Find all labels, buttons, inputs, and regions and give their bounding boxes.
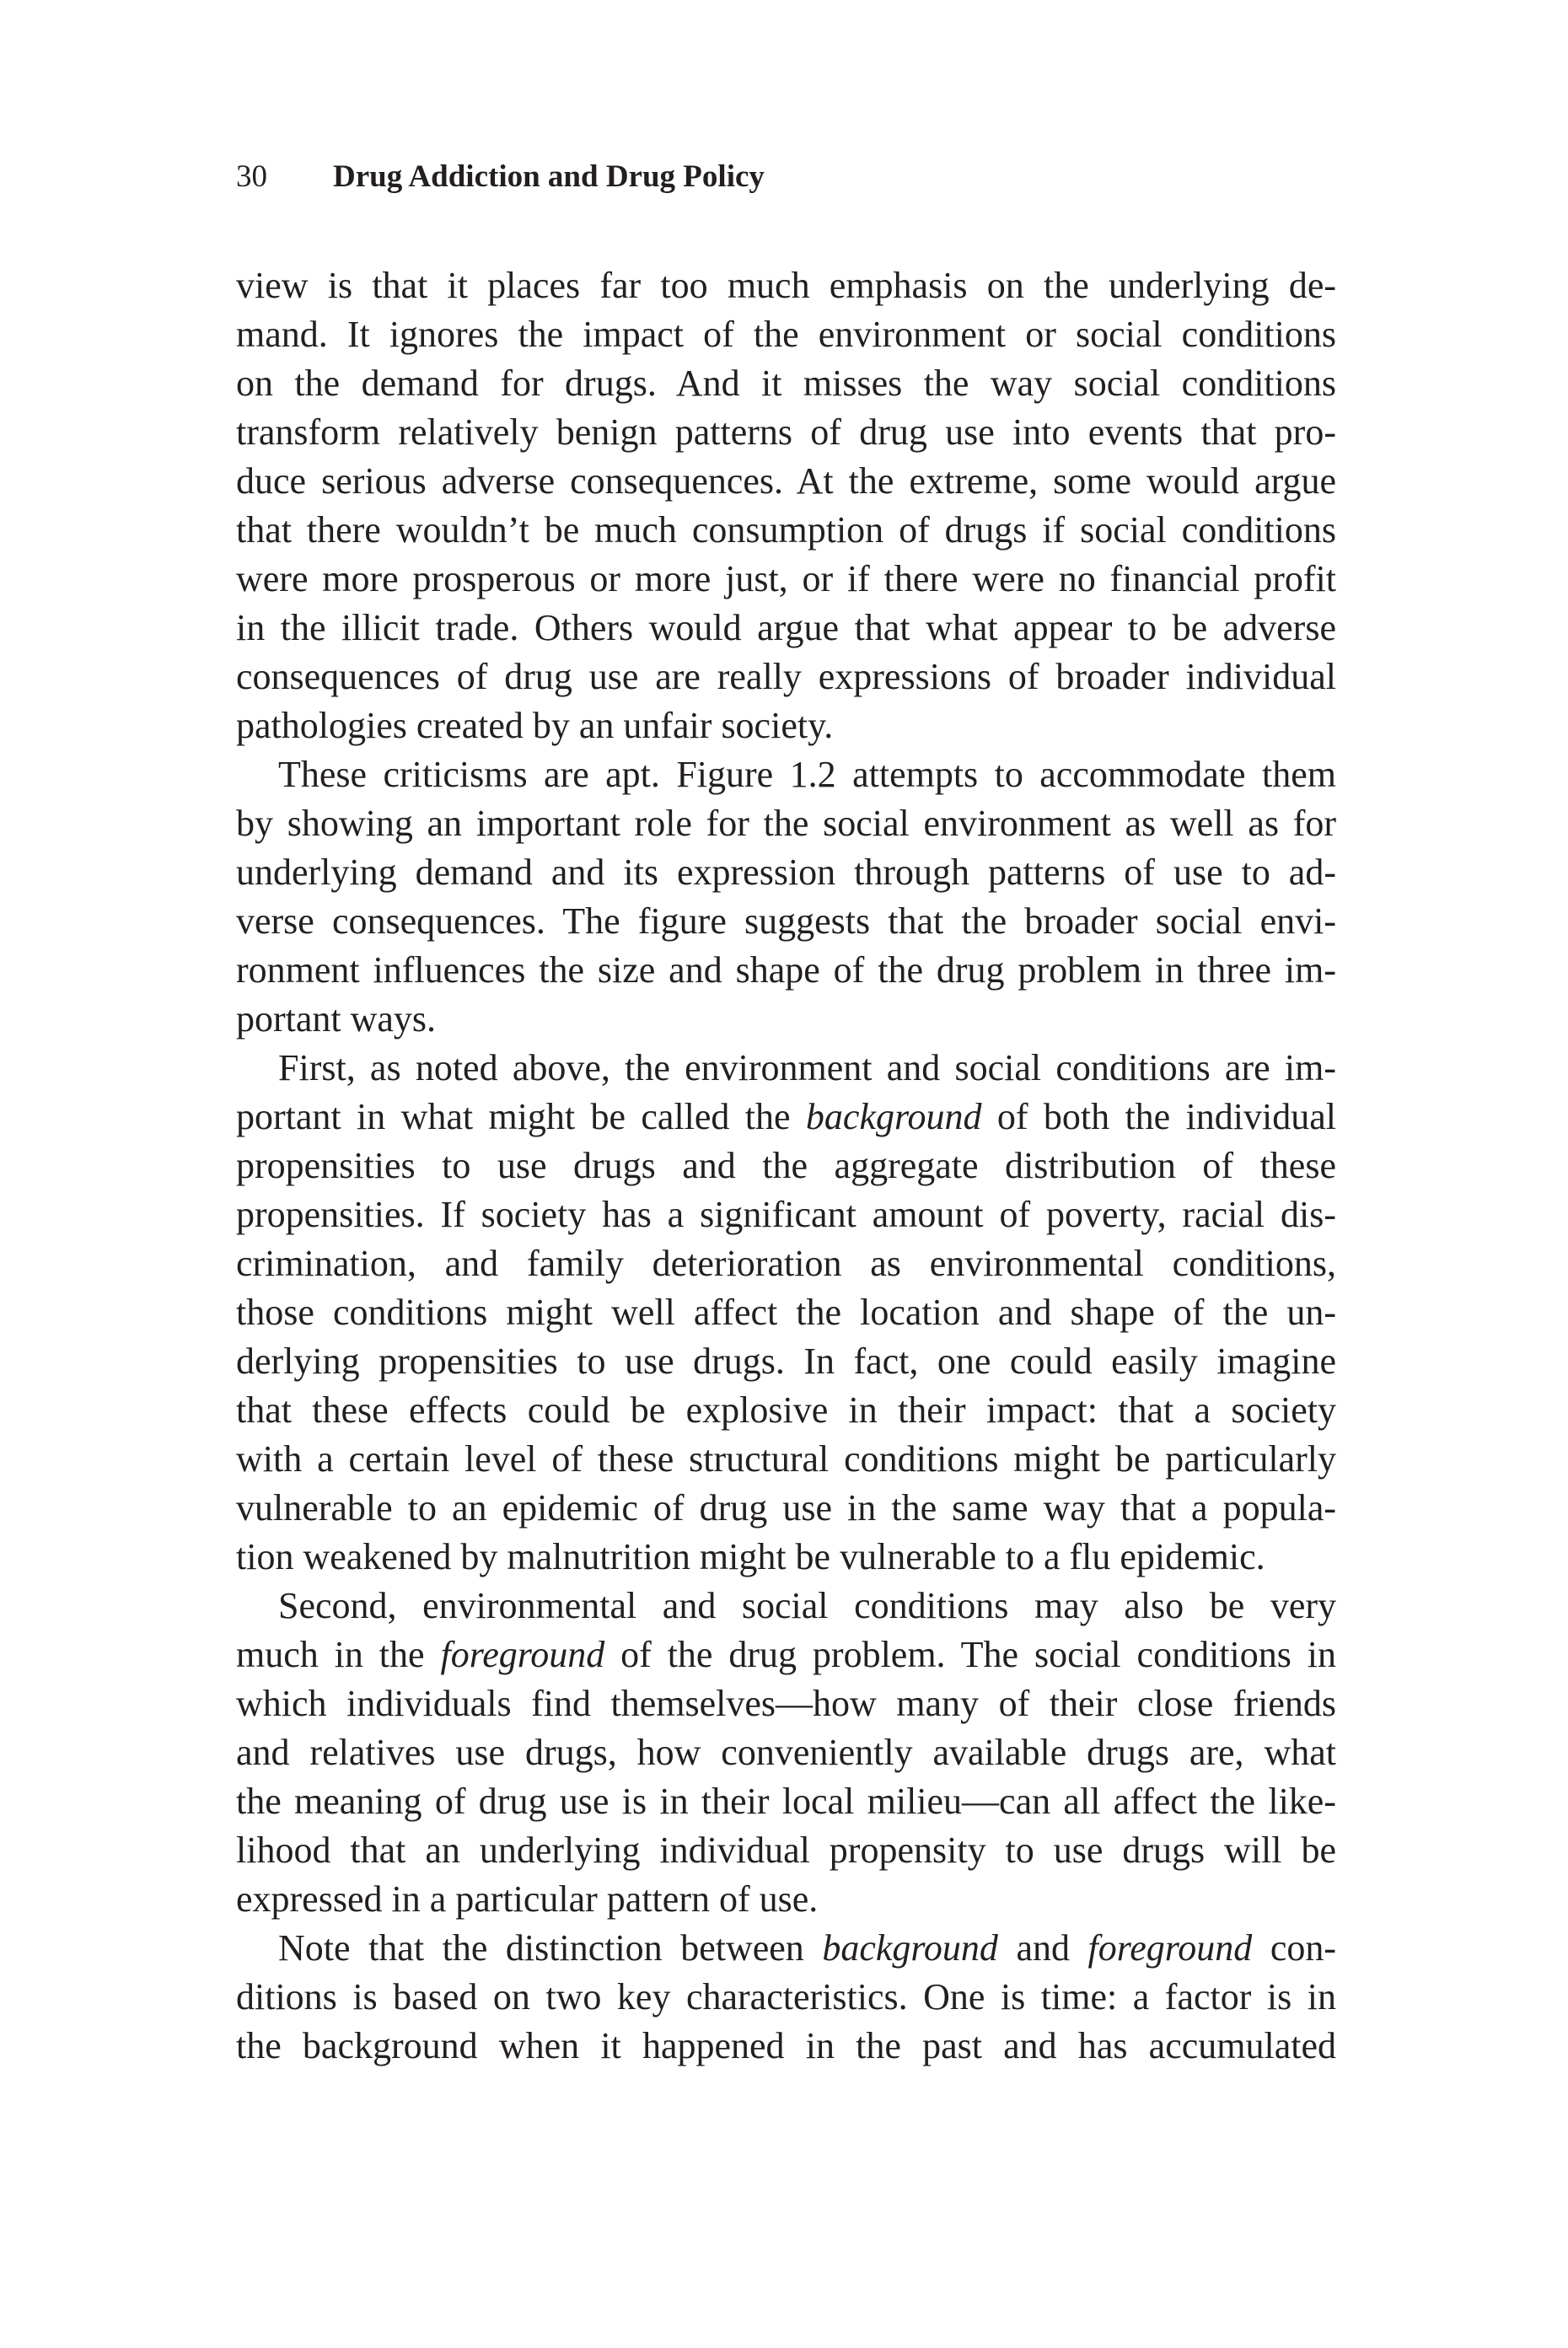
italic-term: foreground <box>1087 1927 1253 1969</box>
text-line <box>236 1826 1336 1875</box>
text-line <box>236 261 1336 310</box>
text-line <box>236 604 1336 653</box>
text-line <box>236 310 1336 359</box>
text-line <box>236 506 1336 555</box>
text-line <box>236 457 1336 506</box>
paragraph <box>236 1924 1336 2071</box>
body-text <box>236 261 1336 2071</box>
text-run: portant in what might be called the <box>236 1096 806 1137</box>
text-run: crimination, and family deterioration as environmental conditions, <box>236 1243 1336 1284</box>
text-run: pathologies created by an unfair society. <box>236 705 834 746</box>
text-run: portant ways. <box>236 998 437 1040</box>
text-run: tion weakened by malnutrition might be vulnerable to a flu epidemic. <box>236 1536 1265 1577</box>
text-run: and <box>997 1927 1088 1969</box>
text-line <box>236 1631 1336 1679</box>
text-run: by showing an important role for the social environment as well as for <box>236 803 1336 844</box>
book-page <box>236 143 1336 2071</box>
paragraph <box>236 1044 1336 1582</box>
text-run: con- <box>1252 1927 1336 1969</box>
italic-term: background <box>805 1096 982 1137</box>
text-line <box>236 1435 1336 1484</box>
text-line <box>236 946 1336 995</box>
text-line <box>236 799 1336 848</box>
text-line <box>236 1044 1336 1093</box>
paragraph <box>236 1582 1336 1924</box>
text-run: mand. It ignores the impact of the environment or social conditions <box>236 314 1336 355</box>
text-run: duce serious adverse consequences. At the extreme, some would argue <box>236 460 1336 502</box>
text-run: Second, environmental and social conditions may also be very <box>278 1585 1336 1626</box>
text-line <box>236 1190 1336 1239</box>
italic-term: background <box>822 1927 998 1969</box>
text-line <box>236 1533 1336 1582</box>
text-run: which individuals find themselves—how many of their close friends <box>236 1683 1336 1724</box>
text-line <box>236 1337 1336 1386</box>
text-run: much in the <box>236 1634 441 1675</box>
text-line <box>236 2022 1336 2071</box>
text-run: consequences of drug use are really expressions of broader individual <box>236 656 1336 697</box>
text-line <box>236 848 1336 897</box>
text-line <box>236 1239 1336 1288</box>
text-line <box>236 1582 1336 1631</box>
text-line <box>236 408 1336 457</box>
text-line <box>236 995 1336 1044</box>
text-run: the background when it happened in the past and has accumulated <box>236 2025 1336 2066</box>
text-run: propensities. If society has a significant amount of poverty, racial dis- <box>236 1194 1336 1235</box>
text-run: of both the individual <box>981 1096 1336 1137</box>
text-run: with a certain level of these structural conditions might be particularly <box>236 1438 1336 1480</box>
text-line <box>236 750 1336 799</box>
text-run: that there wouldn’t be much consumption of drugs if social conditions <box>236 509 1336 551</box>
running-head <box>236 143 1336 211</box>
text-line <box>236 1728 1336 1777</box>
text-run: propensities to use drugs and the aggregate distribution of these <box>236 1145 1336 1186</box>
text-run: Note that the distinction between <box>278 1927 823 1969</box>
text-line <box>236 1142 1336 1190</box>
text-run: derlying propensities to use drugs. In fact, one could easily imagine <box>236 1341 1336 1382</box>
text-line <box>236 1288 1336 1337</box>
italic-term: foreground <box>440 1634 605 1675</box>
text-line <box>236 653 1336 701</box>
text-run: view is that it places far too much emphasis on the underlying de- <box>236 265 1336 306</box>
text-run: of the drug problem. The social conditions in <box>604 1634 1336 1675</box>
text-run: on the demand for drugs. And it misses the way social conditions <box>236 363 1336 404</box>
text-run: verse consequences. The figure suggests that the broader social envi- <box>236 900 1336 942</box>
text-line <box>236 1679 1336 1728</box>
text-run: ditions is based on two key characteristics. One is time: a factor is in <box>236 1976 1336 2018</box>
text-run: ronment influences the size and shape of the drug problem in three im- <box>236 949 1336 991</box>
text-line <box>236 555 1336 604</box>
text-run: lihood that an underlying individual propensity to use drugs will be <box>236 1830 1336 1871</box>
text-run: the meaning of drug use is in their local milieu—can all affect the like- <box>236 1781 1336 1822</box>
text-line <box>236 1386 1336 1435</box>
text-line <box>236 1973 1336 2022</box>
text-line <box>236 1093 1336 1142</box>
text-run: vulnerable to an epidemic of drug use in the same way that a popula- <box>236 1487 1336 1529</box>
text-run: that these effects could be explosive in their impact: that a society <box>236 1389 1336 1431</box>
text-run: those conditions might well affect the location and shape of the un- <box>236 1292 1336 1333</box>
text-run: expressed in a particular pattern of use. <box>236 1878 819 1920</box>
book-title: Drug Addiction and Drug Policy <box>333 159 765 194</box>
page-number: 30 <box>236 159 267 194</box>
text-line <box>236 1484 1336 1533</box>
text-line <box>236 897 1336 946</box>
text-run: transform relatively benign patterns of drug use into events that pro- <box>236 411 1336 453</box>
text-line <box>236 701 1336 750</box>
text-line <box>236 1924 1336 1973</box>
text-line <box>236 1777 1336 1826</box>
text-run: and relatives use drugs, how conveniently available drugs are, what <box>236 1732 1336 1773</box>
text-run: underlying demand and its expression through patterns of use to ad- <box>236 852 1336 893</box>
text-line <box>236 1875 1336 1924</box>
text-run: First, as noted above, the environment and social conditions are im- <box>278 1047 1336 1088</box>
text-run: These criticisms are apt. Figure 1.2 attempts to accommodate them <box>278 754 1336 795</box>
text-line <box>236 359 1336 408</box>
paragraph <box>236 750 1336 1044</box>
paragraph <box>236 261 1336 750</box>
text-run: were more prosperous or more just, or if there were no financial profit <box>236 558 1336 599</box>
text-run: in the illicit trade. Others would argue that what appear to be adverse <box>236 607 1336 648</box>
